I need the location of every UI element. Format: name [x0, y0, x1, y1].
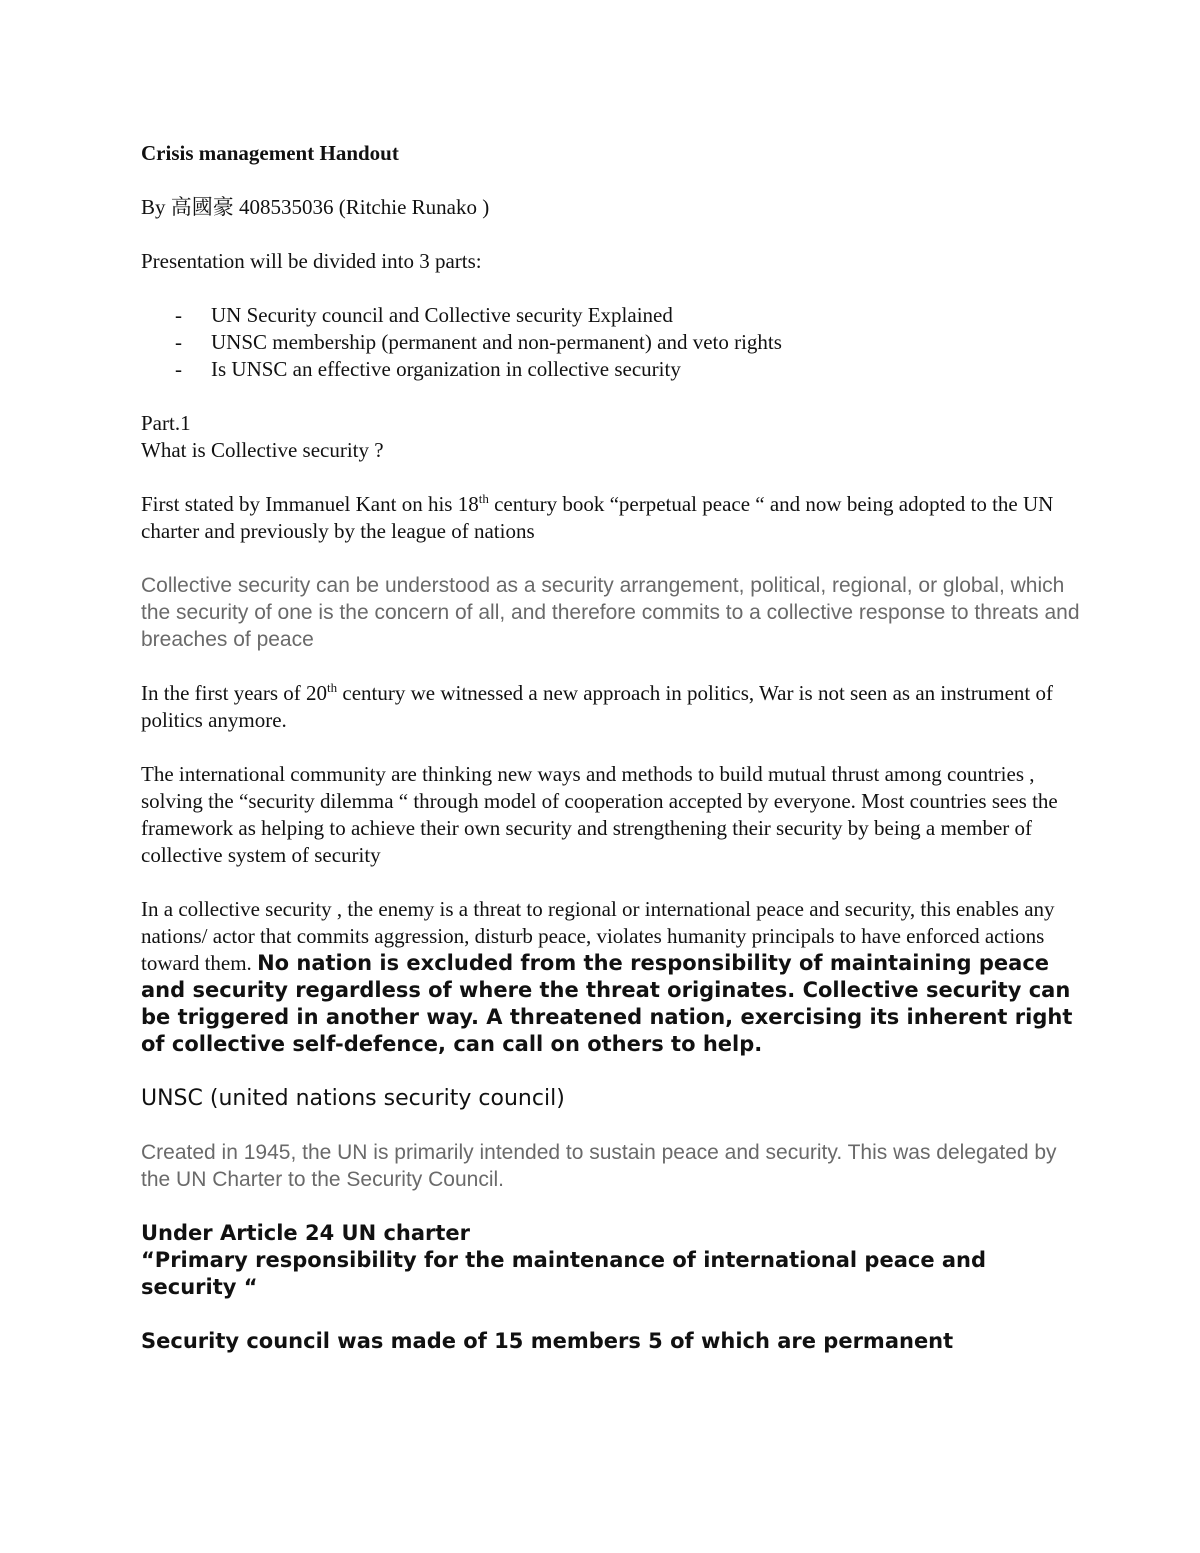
byline: By 高國豪 408535036 (Ritchie Runako ): [141, 195, 490, 219]
bullet-dash: -: [175, 357, 182, 381]
part1-question: What is Collective security ?: [141, 438, 384, 462]
parts-list: [141, 302, 1081, 383]
twentieth-century-paragraph: In the first years of 20th century we witnessed a new approach in politics, War is not seen as an instrument of politics anymore.: [141, 680, 1053, 732]
article-quote: “Primary responsibility for the maintenance of international peace and security “: [141, 1248, 987, 1299]
members-line: Security council was made of 15 members 5 of which are permanent: [141, 1329, 954, 1353]
kant-paragraph: First stated by Immanuel Kant on his 18th century book “perpetual peace “ and now being adopted to the UN charter and previously by the league of nations: [141, 491, 1054, 543]
unsc-heading: UNSC (united nations security council): [141, 1086, 565, 1111]
community-paragraph: The international community are thinking new ways and methods to build mutual thrust among countries , solving the “security dilemma “ through model of cooperation accepted by everyone. Most countries sees the framework as helping to achieve their own security and strengthening their security by being a member of collective system of security: [141, 762, 1058, 867]
part1-label: Part.1: [141, 411, 191, 435]
list-item: - UN Security council and Collective security Explained: [175, 303, 673, 327]
article-heading: Under Article 24 UN charter: [141, 1221, 471, 1245]
intro-paragraph: Presentation will be divided into 3 parts:: [141, 249, 482, 273]
definition-paragraph: Collective security can be understood as a security arrangement, political, regional, or global, which the security of one is the concern of all, and therefore commits to a collective response to threats and breaches of peace: [141, 574, 1080, 651]
document-page: [141, 140, 1081, 1355]
document-title: Crisis management Handout: [141, 141, 399, 165]
list-item: - Is UNSC an effective organization in collective security: [175, 357, 681, 381]
collective-enemy-paragraph: In a collective security , the enemy is a threat to regional or international peace and security, this enables any nations/ actor that commits aggression, disturb peace, violates humanity principals to have enforced actions toward them. No nation is excluded from the responsibility of maintaining peace and security regardless of where the threat originates. Collective security can be triggered in another way. A threatened nation, exercising its inherent right of collective self-defence, can call on others to help.: [141, 897, 1073, 1056]
list-item: - UNSC membership (permanent and non-permanent) and veto rights: [175, 330, 782, 354]
bullet-dash: -: [175, 303, 182, 327]
bullet-dash: -: [175, 330, 182, 354]
created-paragraph: Created in 1945, the UN is primarily intended to sustain peace and security. This was delegated by the UN Charter to the Security Council.: [141, 1141, 1057, 1191]
